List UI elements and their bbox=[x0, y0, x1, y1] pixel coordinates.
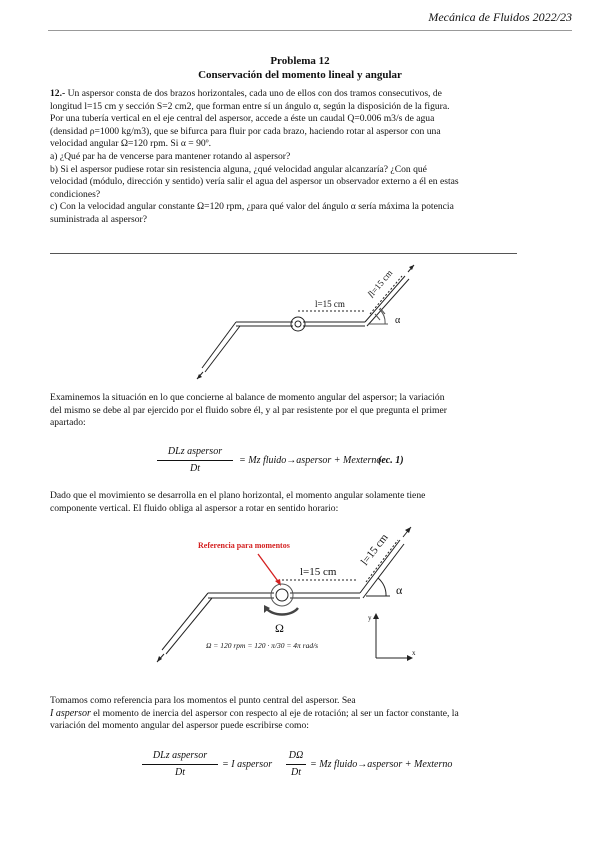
eq1-rhs: = Mz fluido→aspersor + Mexterno bbox=[239, 455, 382, 466]
eq1-numerator: DLz aspersor bbox=[167, 446, 223, 457]
axis-x-label: x bbox=[412, 649, 416, 657]
text-line: del mismo se debe al par ejercido por el fluido sobre él, y al par resistente por el que pregunta el primer bbox=[50, 404, 447, 416]
eq2-inertia: = I aspersor bbox=[222, 759, 273, 770]
length-label-2: l=15 cm bbox=[358, 531, 391, 568]
problem-subtitle: Conservación del momento lineal y angular bbox=[198, 69, 402, 81]
question-a: a) ¿Qué par ha de vencerse para mantener rotando al aspersor? bbox=[50, 150, 291, 162]
equation-2 bbox=[140, 750, 460, 784]
text-line: el momento de inercia del aspersor con respecto al eje de rotación; al ser un factor constante, la bbox=[93, 707, 459, 719]
length-label-1: l=15 cm bbox=[315, 299, 345, 309]
alpha-label: α bbox=[395, 315, 401, 326]
eq2-rhs: = Mz fluido→aspersor + Mexterno bbox=[310, 759, 453, 770]
statement-line: longitud l=15 cm y sección S=2 cm2, que forman entre sí un ángulo α, según la disposición de la figura. bbox=[50, 100, 450, 112]
eq1-denominator: Dt bbox=[190, 463, 200, 474]
problem-title: Problema 12 bbox=[270, 55, 330, 67]
text-line: Examinemos la situación en lo que concierne al balance de momento angular del aspersor; la variación bbox=[50, 392, 445, 403]
alpha-label: α bbox=[396, 583, 403, 597]
reference-label: Referencia para momentos bbox=[198, 541, 290, 550]
problem-number: 12.- bbox=[50, 88, 66, 99]
course-header: Mecánica de Fluidos 2022/23 bbox=[428, 10, 572, 24]
statement-line: Un aspersor consta de dos brazos horizontales, cada uno de ellos con dos tramos consecutivos, de bbox=[67, 88, 442, 99]
problem-statement bbox=[50, 88, 517, 227]
question-b-line: condiciones? bbox=[50, 188, 101, 200]
section-divider bbox=[50, 253, 517, 254]
omega-formula: Ω = 120 rpm = 120 · π/30 = 4π rad/s bbox=[206, 641, 319, 650]
fraction-bar bbox=[157, 460, 233, 461]
axis-y-label: y bbox=[368, 614, 372, 622]
statement-line: (densidad ρ=1000 kg/m3), que se bifurca para fluir por cada brazo, haciendo rotar al aspersor con una bbox=[50, 125, 441, 137]
question-c-line: suministrada al aspersor? bbox=[50, 213, 147, 225]
analysis-paragraph-1 bbox=[50, 392, 517, 430]
fraction-bar bbox=[286, 764, 306, 765]
text-line: Tomamos como referencia para los momentos el punto central del aspersor. Sea bbox=[50, 695, 356, 706]
fraction-bar bbox=[142, 764, 218, 765]
sprinkler-figure-2 bbox=[140, 522, 430, 667]
text-line: variación del momento angular del aspersor puede escribirse como: bbox=[50, 720, 309, 732]
length-label-1: l=15 cm bbox=[300, 566, 337, 578]
length-label-2: l=15 cm bbox=[367, 267, 395, 298]
eq2-mid-denominator: Dt bbox=[291, 767, 301, 778]
eq2-denominator: Dt bbox=[175, 767, 185, 778]
question-b-line: velocidad (módulo, dirección y sentido) vería salir el agua del aspersor un observador externo a él en estas bbox=[50, 176, 459, 188]
axis-arrow-icon bbox=[373, 613, 379, 619]
header-divider bbox=[48, 30, 572, 31]
flow-arrow-icon bbox=[405, 527, 411, 533]
eq1-tag: (ec. 1) bbox=[378, 455, 404, 466]
sprinkler-figure-1 bbox=[190, 262, 430, 382]
analysis-paragraph-2 bbox=[50, 490, 517, 515]
eq2-mid-numerator: DΩ bbox=[288, 750, 304, 761]
statement-line: Por una tubería vertical en el eje central del aspersor, accede a éste un caudal Q=0.006 m3/s de agua bbox=[50, 113, 435, 125]
eq2-numerator: DLz aspersor bbox=[152, 750, 208, 761]
text-line: componente vertical. El fluido obliga al aspersor a rotar en sentido horario: bbox=[50, 502, 339, 514]
question-c-line: c) Con la velocidad angular constante Ω=120 rpm, ¿para qué valor del ángulo α sería máxima la potencia bbox=[50, 201, 454, 213]
omega-label: Ω bbox=[275, 621, 284, 635]
analysis-paragraph-3 bbox=[50, 695, 517, 733]
reference-pointer bbox=[258, 554, 280, 584]
text-line: apartado: bbox=[50, 417, 86, 429]
text-line: Dado que el movimiento se desarrolla en el plano horizontal, el momento angular solamente tiene bbox=[50, 490, 426, 501]
inertia-symbol: I aspersor bbox=[50, 707, 91, 719]
statement-line: velocidad angular Ω=120 rpm. Si α = 90º. bbox=[50, 138, 212, 150]
equation-1 bbox=[155, 446, 455, 480]
question-b-line: b) Si el aspersor pudiese rotar sin resistencia alguna, ¿qué velocidad angular alcanzaría? ¿Con qué bbox=[50, 163, 427, 175]
